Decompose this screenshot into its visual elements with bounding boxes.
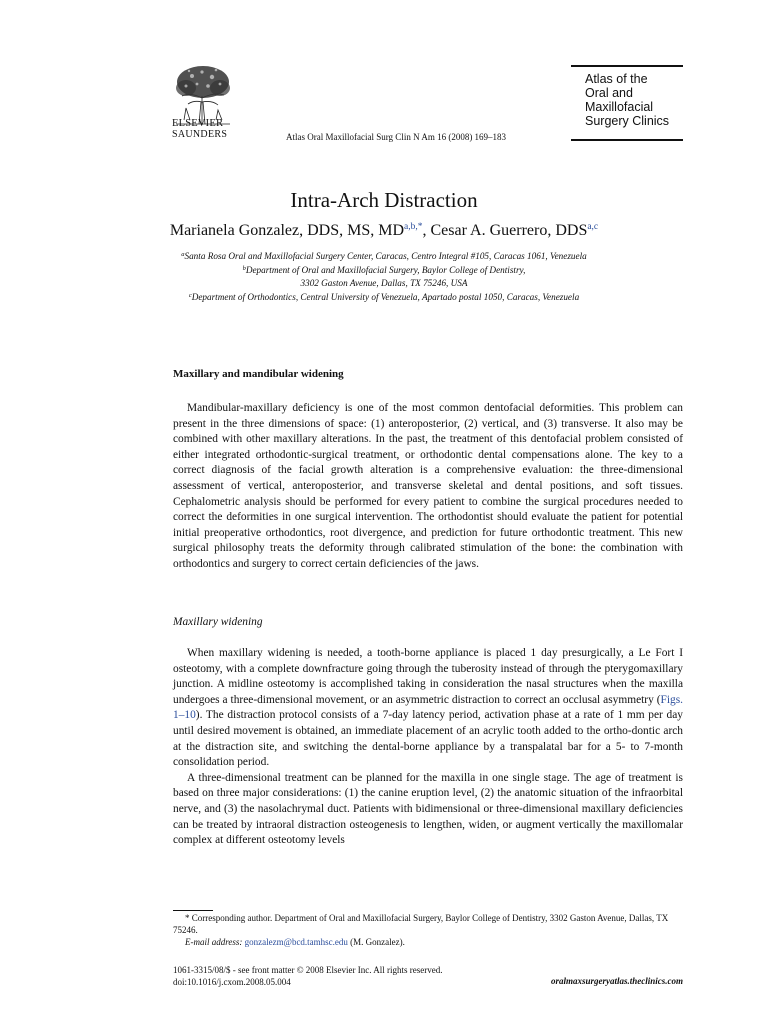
subsection-heading: Maxillary widening: [173, 616, 263, 628]
body-paragraph: Mandibular-maxillary deficiency is one of the most common dentofacial deformities. This problem can present in the three dimensions of space: (1) anteroposterior, (2) vertical, and (3) transverse. It also may be combined with other maxillary alterations. In the past, the treatment of this dentofacial problem consisted of either integrated orthodontic-surgical treatment, or orthodontic dental compensations alone. The key to a correct diagnosis of the facial growth alteration is a comprehensive evaluation: the three-dimensional assessment of vertical, anteroposterior, and transverse skeletal and dental positions, and soft tissues. Cephalometric analysis should be performed for every patient to combine the surgical procedures needed to correct the deformities in one surgical intervention. The orthodontist should evaluate the patient for potential initial preoperative orthodontics, root divergence, and prediction for future orthodontic treatment. This new surgical philosophy treats the deformity through calibrated stimulation of the bone: the combination with orthodontics and surgery to correct certain deficiencies of the jaws.: [173, 402, 683, 570]
affiliation-a: $^a$Santa Rosa Oral and Maxillofacial Surgery Center, Caracas, Centro Integral #105, Caracas 1061, Venezuela: [181, 251, 587, 261]
journal-title-line: Surgery Clinics: [585, 114, 670, 128]
article-title: Intra-Arch Distraction: [290, 188, 478, 212]
email-link[interactable]: gonzalezm@bcd.tamhsc.edu: [244, 937, 348, 947]
body-paragraph: When maxillary widening is needed, a tooth-borne appliance is placed 1 day presurgically, a Le Fort I osteotomy, with a complete downfracture going through the tuberosity instead of through the pterygomaxillary junction. A midline osteotomy is accomplished taking in consideration the nasal structures when the maxilla undergoes a three-dimensional movement, or an asymmetric distraction to correct an occlusal asymmetry (Figs. 1–10). The distraction protocol consists of a 7-day latency period, activation phase at a rate of 1 mm per day until desired movement is obtained, an immediate placement of an acrylic tooth added to the ortho-dontic arch at the distraction site, and switching the dental-borne appliance by a transpalatal bar for a 5- to 7-month consolidation period.: [173, 647, 683, 769]
body-paragraph: A three-dimensional treatment can be planned for the maxilla in one single stage. The age of treatment is based on three major considerations: (1) the canine eruption level, (2) the anatomic situation of the infraorbital nerve, and (3) the nasolachrymal duct. Patients with bidimensional or three-dimensional maxillary deficiencies can be treated by intraoral distraction osteogenesis to lengthen, widen, or augment vertically the maxillomalar complex at different osteotomy levels: [173, 771, 683, 847]
author-name: Cesar A. Guerrero, DDS: [430, 222, 588, 239]
author-name: Marianela Gonzalez, DDS, MS, MD: [169, 222, 405, 239]
author-affiliation-marks[interactable]: a,c: [587, 222, 599, 232]
publisher-name: ELSEVIER: [172, 118, 224, 129]
issn-doi-block: [173, 964, 443, 988]
affiliation-b-address: 3302 Gaston Avenue, Dallas, TX 75246, USA: [300, 278, 468, 288]
affiliation-b: $^b$Department of Oral and Maxillofacial Surgery, Baylor College of Dentistry,: [242, 264, 526, 275]
author-separator: ,: [422, 222, 431, 239]
issn-line: 1061-3315/08/$ - see front matter © 2008 Elsevier Inc. All rights reserved.: [173, 965, 443, 975]
corresponding-author-note: * Corresponding author. Department of Oral and Maxillofacial Surgery, Baylor College of Dentistry, 3302 Gaston Avenue, Dallas, TX 75246.: [173, 913, 669, 935]
journal-title: [585, 72, 669, 128]
footnote: [173, 912, 683, 948]
doi-line[interactable]: doi:10.1016/j.cxom.2008.05.004: [173, 977, 291, 987]
affiliation-c: $^c$Department of Orthodontics, Central University of Venezuela, Apartado postal 1050, Caracas, Venezuela: [188, 291, 580, 302]
publisher-imprint: SAUNDERS: [172, 129, 228, 140]
journal-website[interactable]: oralmaxsurgeryatlas.theclinics.com: [550, 976, 683, 986]
affiliations: [0, 250, 768, 304]
figure-link[interactable]: Figs. 1–10: [173, 693, 683, 722]
footnote-rule: [173, 910, 213, 911]
email-note: E-mail address: gonzalezm@bcd.tamhsc.edu (M. Gonzalez).: [185, 937, 405, 947]
body-paragraphs: [173, 646, 683, 849]
journal-citation: Atlas Oral Maxillofacial Surg Clin N Am 16 (2008) 169–183: [286, 132, 507, 142]
journal-title-line: Maxillofacial: [585, 100, 654, 114]
journal-title-line: Oral and: [585, 86, 633, 100]
author-list: [0, 222, 768, 240]
journal-title-line: Atlas of the: [585, 72, 648, 86]
section-heading: Maxillary and mandibular widening: [173, 368, 344, 380]
author-affiliation-marks[interactable]: a,b,*: [404, 222, 423, 232]
journal-title-box: [571, 65, 683, 141]
